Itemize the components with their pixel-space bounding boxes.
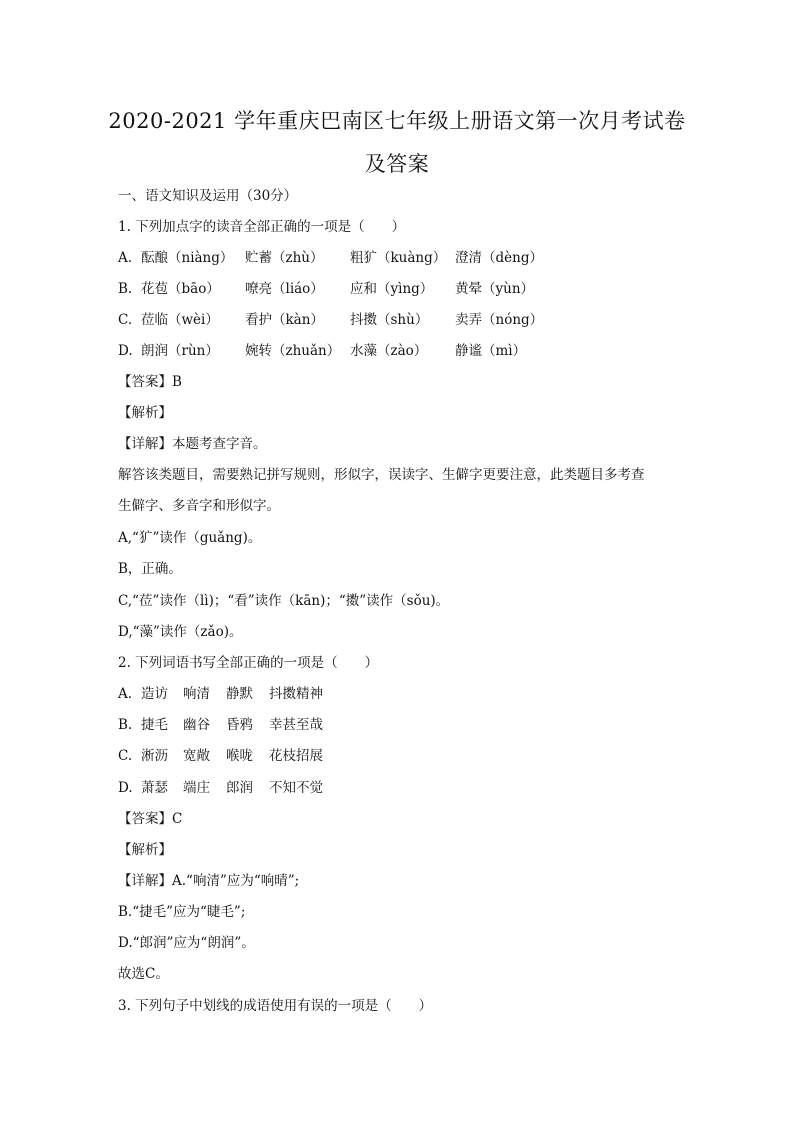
q2-note-d: D.“郎润”应为“朗润”。: [118, 935, 255, 951]
option-item: 郎润: [226, 780, 253, 796]
option-item: 捷毛: [141, 717, 168, 733]
option-item: 不知不觉: [269, 780, 323, 796]
option-item: 静默: [226, 686, 253, 702]
option-item: 幸甚至哉: [269, 717, 323, 733]
q2-detail: 【详解】A.“响清”应为“响晴”;: [118, 873, 300, 889]
q1-analysis-label: 【解析】: [118, 405, 172, 421]
option-label: D.: [118, 343, 133, 359]
option-item: 造访: [141, 686, 168, 702]
option-item: 端庄: [183, 780, 210, 796]
option-item: 嘹亮（liáo）: [245, 281, 324, 297]
option-item: 淅沥: [141, 748, 168, 764]
option-label: A.: [118, 686, 133, 702]
q1-note-d: D,“藻”读作（zǎo)。: [118, 624, 243, 640]
q3-stem: 3. 下列句子中划线的成语使用有误的一项是（ ）: [118, 998, 433, 1014]
option-item: 静谧（mì）: [455, 343, 527, 359]
option-label: B.: [118, 281, 133, 297]
option-item: 昏鸦: [226, 717, 253, 733]
option-item: 婉转（zhuǎn）: [245, 343, 341, 359]
q1-explain-2: 生僻字、多音字和形似字。: [118, 498, 280, 514]
option-item: 粗犷（kuàng）: [350, 250, 447, 266]
document-title-line1: 2020-2021 学年重庆巴南区七年级上册语文第一次月考试卷: [108, 109, 686, 133]
q2-conclusion: 故选C。: [118, 966, 169, 982]
option-item: 莅临（wèi）: [141, 312, 219, 328]
q1-note-a: A,“犷”读作（guǎng)。: [118, 530, 262, 546]
option-item: 抖擞（shù）: [350, 312, 429, 328]
q1-detail: 【详解】本题考查字音。: [118, 436, 267, 452]
option-item: 抖擞精神: [269, 686, 323, 702]
option-label: C.: [118, 748, 133, 764]
option-label: A.: [118, 250, 133, 266]
option-item: 喉咙: [226, 748, 253, 764]
option-item: 花苞（bāo）: [141, 281, 220, 297]
option-item: 酝酿（niàng）: [141, 250, 234, 266]
option-item: 水藻（zào）: [350, 343, 428, 359]
option-item: 响清: [183, 686, 210, 702]
option-item: 花枝招展: [269, 748, 323, 764]
q2-analysis-label: 【解析】: [118, 842, 172, 858]
option-item: 应和（yìng）: [350, 281, 434, 297]
option-item: 朗润（rùn）: [141, 343, 219, 359]
option-item: 看护（kàn）: [245, 312, 324, 328]
q1-explain-1: 解答该类题目，需要熟记拼写规则，形似字，误读字、生僻字更要注意，此类题目多考查: [118, 467, 645, 483]
q2-answer: 【答案】C: [118, 811, 183, 827]
document-title-line2: 及答案: [364, 152, 430, 176]
q2-stem: 2. 下列词语书写全部正确的一项是（ ）: [118, 655, 379, 671]
option-item: 澄清（dèng）: [455, 250, 543, 266]
option-item: 宽敞: [183, 748, 210, 764]
option-label: B.: [118, 717, 133, 733]
q2-note-b: B.“捷毛”应为“睫毛”;: [118, 904, 246, 920]
q1-note-b: B，正确。: [118, 561, 182, 577]
option-label: D.: [118, 780, 133, 796]
option-item: 黄晕（yùn）: [455, 281, 535, 297]
option-item: 幽谷: [183, 717, 210, 733]
q1-answer: 【答案】B: [118, 374, 182, 390]
option-item: 萧瑟: [141, 780, 168, 796]
q1-note-c: C,“莅”读作（lì)；“看”读作（kān)；“擞”读作（sǒu)。: [118, 593, 450, 609]
option-item: 贮蓄（zhù）: [245, 250, 324, 266]
option-label: C.: [118, 312, 133, 328]
q1-stem: 1. 下列加点字的读音全部正确的一项是（ ）: [118, 219, 406, 235]
section-heading: 一、语文知识及运用（30分）: [118, 188, 298, 204]
option-item: 卖弄（nóng）: [455, 312, 544, 328]
